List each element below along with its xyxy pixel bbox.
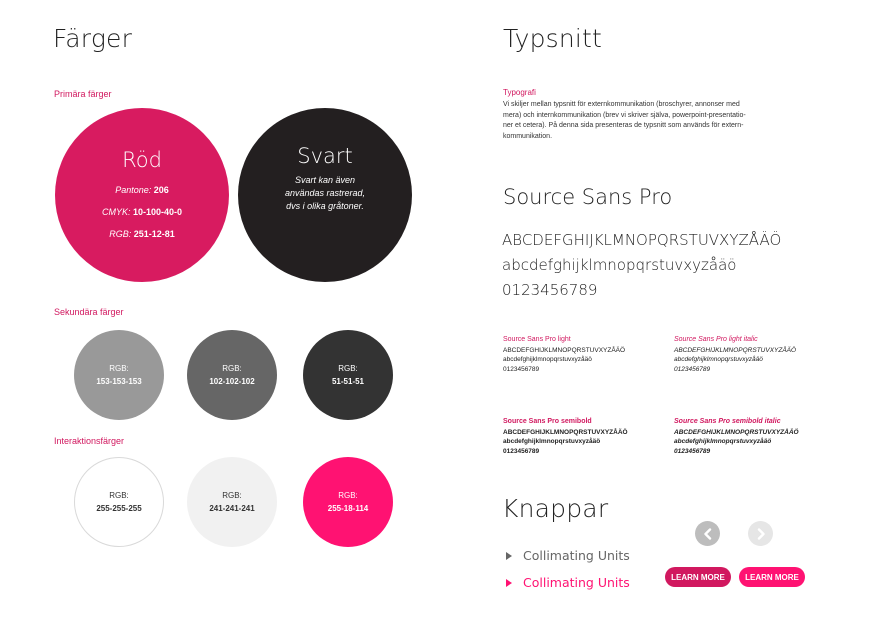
font-variant-lower: abcdefghijklmnopqrstuvxyzåäö: [674, 356, 763, 363]
font-name-heading: Source Sans Pro: [503, 185, 673, 209]
font-sample-lower: abcdefghijklmnopqrstuvxyzåäö: [502, 256, 737, 274]
font-variant-semibold-italic: [674, 417, 799, 456]
swatch-rgb-label: RGB:: [338, 491, 358, 500]
font-variant-name: Source Sans Pro light italic: [674, 336, 758, 343]
link-default[interactable]: [506, 548, 630, 563]
font-variant-digits: 0123456789: [674, 365, 711, 373]
red-swatch: [55, 108, 229, 282]
interaction-swatch: [187, 457, 277, 547]
secondary-colors-label: Sekundära färger: [54, 307, 124, 317]
secondary-swatch: [74, 330, 164, 420]
font-variant-lower: abcdefghijklmnopqrstuvxyzåäö: [674, 438, 772, 445]
learn-more-button-hover[interactable]: LEARN MORE: [739, 567, 805, 587]
triangle-right-icon: [506, 579, 512, 587]
font-variant-lower: abcdefghijklmnopqrstuvxyzåäö: [503, 356, 592, 363]
font-variant-light: [503, 335, 625, 374]
link-hover-label: Collimating Units: [523, 575, 630, 590]
swatch-rgb-label: RGB:: [109, 491, 129, 500]
font-sample-digits: 0123456789: [502, 281, 598, 299]
link-default-label: Collimating Units: [523, 548, 630, 563]
red-rgb-label: RGB:: [109, 229, 132, 239]
colors-title: Färger: [53, 24, 133, 53]
font-variant-upper: ABCDEFGHIJKLMNOPQRSTUVXYZÅÄÖ: [503, 428, 628, 436]
typography-body: [503, 100, 793, 142]
typography-body-line: kommunikation.: [503, 132, 553, 140]
font-sample: [502, 228, 781, 303]
swatch-rgb-value: 255-255-255: [96, 504, 142, 513]
next-button[interactable]: [748, 521, 773, 546]
font-variant-lower: abcdefghijklmnopqrstuvxyzåäö: [503, 438, 601, 445]
swatch-rgb-value: 153-153-153: [96, 377, 142, 386]
chevron-left-icon: [702, 528, 714, 540]
font-variant-semibold: [503, 417, 628, 456]
swatch-rgb-label: RGB:: [222, 364, 242, 373]
typography-body-line: ner et cetera). På denna sida presenteras de typsnitt som används för extern-: [503, 122, 744, 129]
typography-title: Typsnitt: [503, 24, 603, 53]
font-variant-digits: 0123456789: [674, 447, 711, 455]
font-variant-digits: 0123456789: [503, 447, 540, 455]
font-variant-upper: ABCDEFGHIJKLMNOPQRSTUVXYZÅÄÖ: [674, 428, 799, 436]
primary-colors-label: Primära färger: [54, 89, 112, 99]
swatch-rgb-value: 241-241-241: [209, 504, 255, 513]
triangle-right-icon: [506, 552, 512, 560]
pantone-label: Pantone:: [115, 185, 152, 195]
swatch-rgb-value: 255-18-114: [327, 504, 369, 513]
swatch-rgb-label: RGB:: [109, 364, 129, 373]
black-swatch: [238, 108, 412, 282]
black-swatch-name: Svart: [297, 143, 353, 168]
buttons-title: Knappar: [502, 494, 609, 523]
interaction-swatch: [303, 457, 393, 547]
swatch-rgb-label: RGB:: [338, 364, 358, 373]
interaction-swatch: [74, 457, 164, 547]
font-variant-name: Source Sans Pro semibold: [503, 418, 592, 425]
font-variant-name: Source Sans Pro light: [503, 336, 571, 343]
black-swatch-line-2: användas rastrerad,: [284, 187, 366, 198]
typography-subtitle: Typografi: [503, 88, 536, 97]
swatch-rgb-value: 51-51-51: [331, 377, 365, 386]
interaction-colors-label: Interaktionsfärger: [54, 436, 125, 446]
swatch-rgb-label: RGB:: [222, 491, 242, 500]
typography-body-line: mera) och internkommunikation (brev vi skriver själva, powerpoint-presentatio-: [503, 111, 746, 119]
red-swatch-name: Röd: [122, 148, 162, 172]
font-variant-digits: 0123456789: [503, 365, 540, 373]
learn-more-button[interactable]: LEARN MORE: [665, 567, 731, 587]
cmyk-label: CMYK:: [101, 207, 131, 217]
pantone-value: 206: [153, 185, 169, 195]
prev-button[interactable]: [695, 521, 720, 546]
red-rgb-value: 251-12-81: [133, 229, 175, 239]
font-variant-name: Source Sans Pro semibold italic: [674, 418, 781, 425]
font-variant-upper: ABCDEFGHIJKLMNOPQRSTUVXYZÅÄÖ: [674, 346, 797, 354]
font-variant-light-italic: [674, 335, 796, 374]
link-hover[interactable]: [506, 575, 630, 590]
cmyk-value: 10-100-40-0: [132, 207, 183, 217]
chevron-right-icon: [755, 528, 767, 540]
secondary-swatch: [303, 330, 393, 420]
black-swatch-line-3: dvs i olika gråtoner.: [286, 200, 364, 211]
typography-body-line: Vi skiljer mellan typsnitt för externkommunikation (broschyrer, annonser med: [503, 101, 740, 108]
swatch-rgb-value: 102-102-102: [209, 377, 255, 386]
secondary-swatch: [187, 330, 277, 420]
black-swatch-line-1: Svart kan även: [294, 174, 356, 185]
font-sample-upper: ABCDEFGHIJKLMNOPQRSTUVXYZÅÄÖ: [502, 231, 782, 249]
font-variant-upper: ABCDEFGHIJKLMNOPQRSTUVXYZÅÄÖ: [503, 346, 626, 354]
